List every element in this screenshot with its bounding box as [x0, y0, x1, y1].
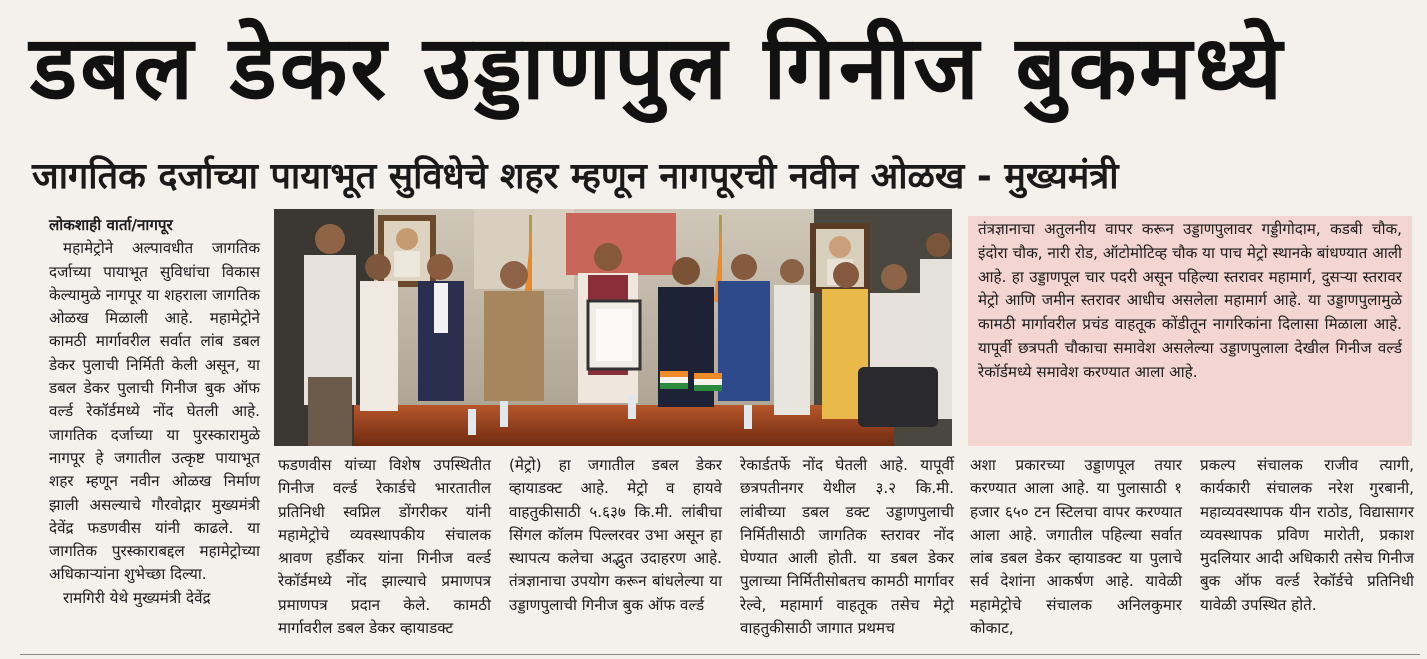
ceremony-photo [274, 209, 952, 446]
article-column-5: अशा प्रकारच्या उड्डाणपूल तयार करण्यात आला आहे. या पुलासाठी १ हजार ६५० टन स्टिलचा वापर करण्यात आला आहे. जगातील पहिल्या सर्वात लांब डबल डेकर व्हायाडक्ट या पुलाचे सर्व देशांना आकर्षण आहे. यावेळी महामेट्रोचे संचालक अनिलकुमार कोकाट, [970, 456, 1182, 638]
article-column-3: (मेट्रो) हा जगातील डबल डेकर व्हायाडक्ट आहे. मेट्रो व हायवे वाहतुकीसाठी ५.६३७ कि.मी. लांबीचा सिंगल कॉलम पिल्लरवर उभा असून हा स्थापत्य कलेचा अद्भुत उदाहरण आहे. तंत्रज्ञानाचा उपयोग करून बांधलेल्या या उड्डाणपुलाची गिनीज बुक ऑफ वर्ल्ड [509, 456, 722, 614]
highlight-box [968, 216, 1412, 446]
article-paragraph-2: रामगिरी येथे मुख्यमंत्री देवेंद्र [63, 588, 211, 607]
highlight-box-text: तंत्रज्ञानाचा अतुलनीय वापर करून उड्डाणपुलावर गड्डीगोदाम, कडबी चौक, इंदोरा चौक, नारी रोड, ऑटोमोटिव्ह चौक या पाच मेट्रो स्थानके बांधण्यात आली आहे. हा उड्डाणपूल चार पदरी असून पहिल्या स्तरावर महामार्ग, दुसऱ्या स्तरावर मेट्रो आणि जमीन स्तरावर आधीच असलेला महामार्ग आहे. या उड्डाणपुलामुळे कामठी मार्गावरील प्रचंड वाहतूक कोंडीतून नागरिकांना दिलासा मिळाला आहे. यापूर्वी छत्रपती चौकाचा समावेश असलेल्या उड्डाणपुलाला देखील गिनीज वर्ल्ड रेकॉर्डमध्ये समावेश करण्यात आला आहे. [978, 220, 1402, 381]
headline: डबल डेकर उड्डाणपुल गिनीज बुकमध्ये [30, 16, 1286, 119]
article-paragraph-1: महामेट्रोने अल्पावधीत जागतिक दर्जाच्या पायाभूत सुविधांचा विकास केल्यामुळे नागपूर या शहराला जागतिक ओळख मिळाली आहे. महामेट्रोने कामठी मार्गावरील सर्वात लांब डबल डेकर पुलाची निर्मिती केली असून, या डबल डेकर पुलाची गिनीज बुक ऑफ वर्ल्ड रेकॉर्डमध्ये नोंद घेतली आहे. जागतिक दर्जाच्या या पुरस्कारामुळे नागपूर हे जगातील उत्कृष्ट पायाभूत शहर म्हणून नवीन ओळख निर्माण झाली असल्याचे गौरवोद्गार मुख्यमंत्री देवेंद्र फडणवीस यांनी काढले. या जागतिक पुरस्काराबद्दल महामेट्रोच्या अधिकाऱ्यांना शुभेच्छा दिल्या. [49, 239, 260, 584]
article-column-1 [49, 214, 260, 610]
ceremony-photo-illustration [274, 209, 952, 446]
bottom-rule [20, 654, 1420, 655]
subheadline: जागतिक दर्जाच्या पायाभूत सुविधेचे शहर म्हणून नागपूरची नवीन ओळख - मुख्यमंत्री [32, 156, 1119, 197]
article-column-2: फडणवीस यांच्या विशेष उपस्थितीत गिनीज वर्ल्ड रेकार्डचे भारतातील प्रतिनिधी स्वप्निल डोंगरीकर यांनी महामेट्रोचे व्यवस्थापकीय संचालक श्रावण हर्डीकर यांना गिनीज वर्ल्ड रेकॉर्डमध्ये नोंद झाल्याचे प्रमाणपत्र प्रमाणपत्र प्रदान केले. कामठी मार्गावरील डबल डेकर व्हायाडक्ट [278, 456, 491, 638]
article-column-6: प्रकल्प संचालक राजीव त्यागी, कार्यकारी संचालक नरेश गुरबानी, महाव्यवस्थापक यीन राठोड, विद्यासागर व्यवस्थापक प्रविण मारोती, प्रकाश मुदलियार आदी अधिकारी तसेच गिनीज बुक ऑफ वर्ल्ड रेकॉर्डचे प्रतिनिधी यावेळी उपस्थित होते. [1200, 456, 1414, 614]
dateline: लोकशाही वार्ता/नागपूर [49, 216, 173, 234]
article-column-4: रेकार्डतर्फे नोंद घेतली आहे. यापूर्वी छत्रपतीनगर येथील ३.२ कि.मी. लांबीच्या डबल डक्ट उड्डाणपुलाची निर्मितीसाठी जागतिक स्तरावर नोंद घेण्यात आली होती. या डबल डेकर पुलाच्या निर्मितीसोबतच कामठी मार्गावर रेल्वे, महामार्ग वाहतूक तसेच मेट्रो वाहतुकीसाठी जागात प्रथमच [740, 456, 954, 638]
